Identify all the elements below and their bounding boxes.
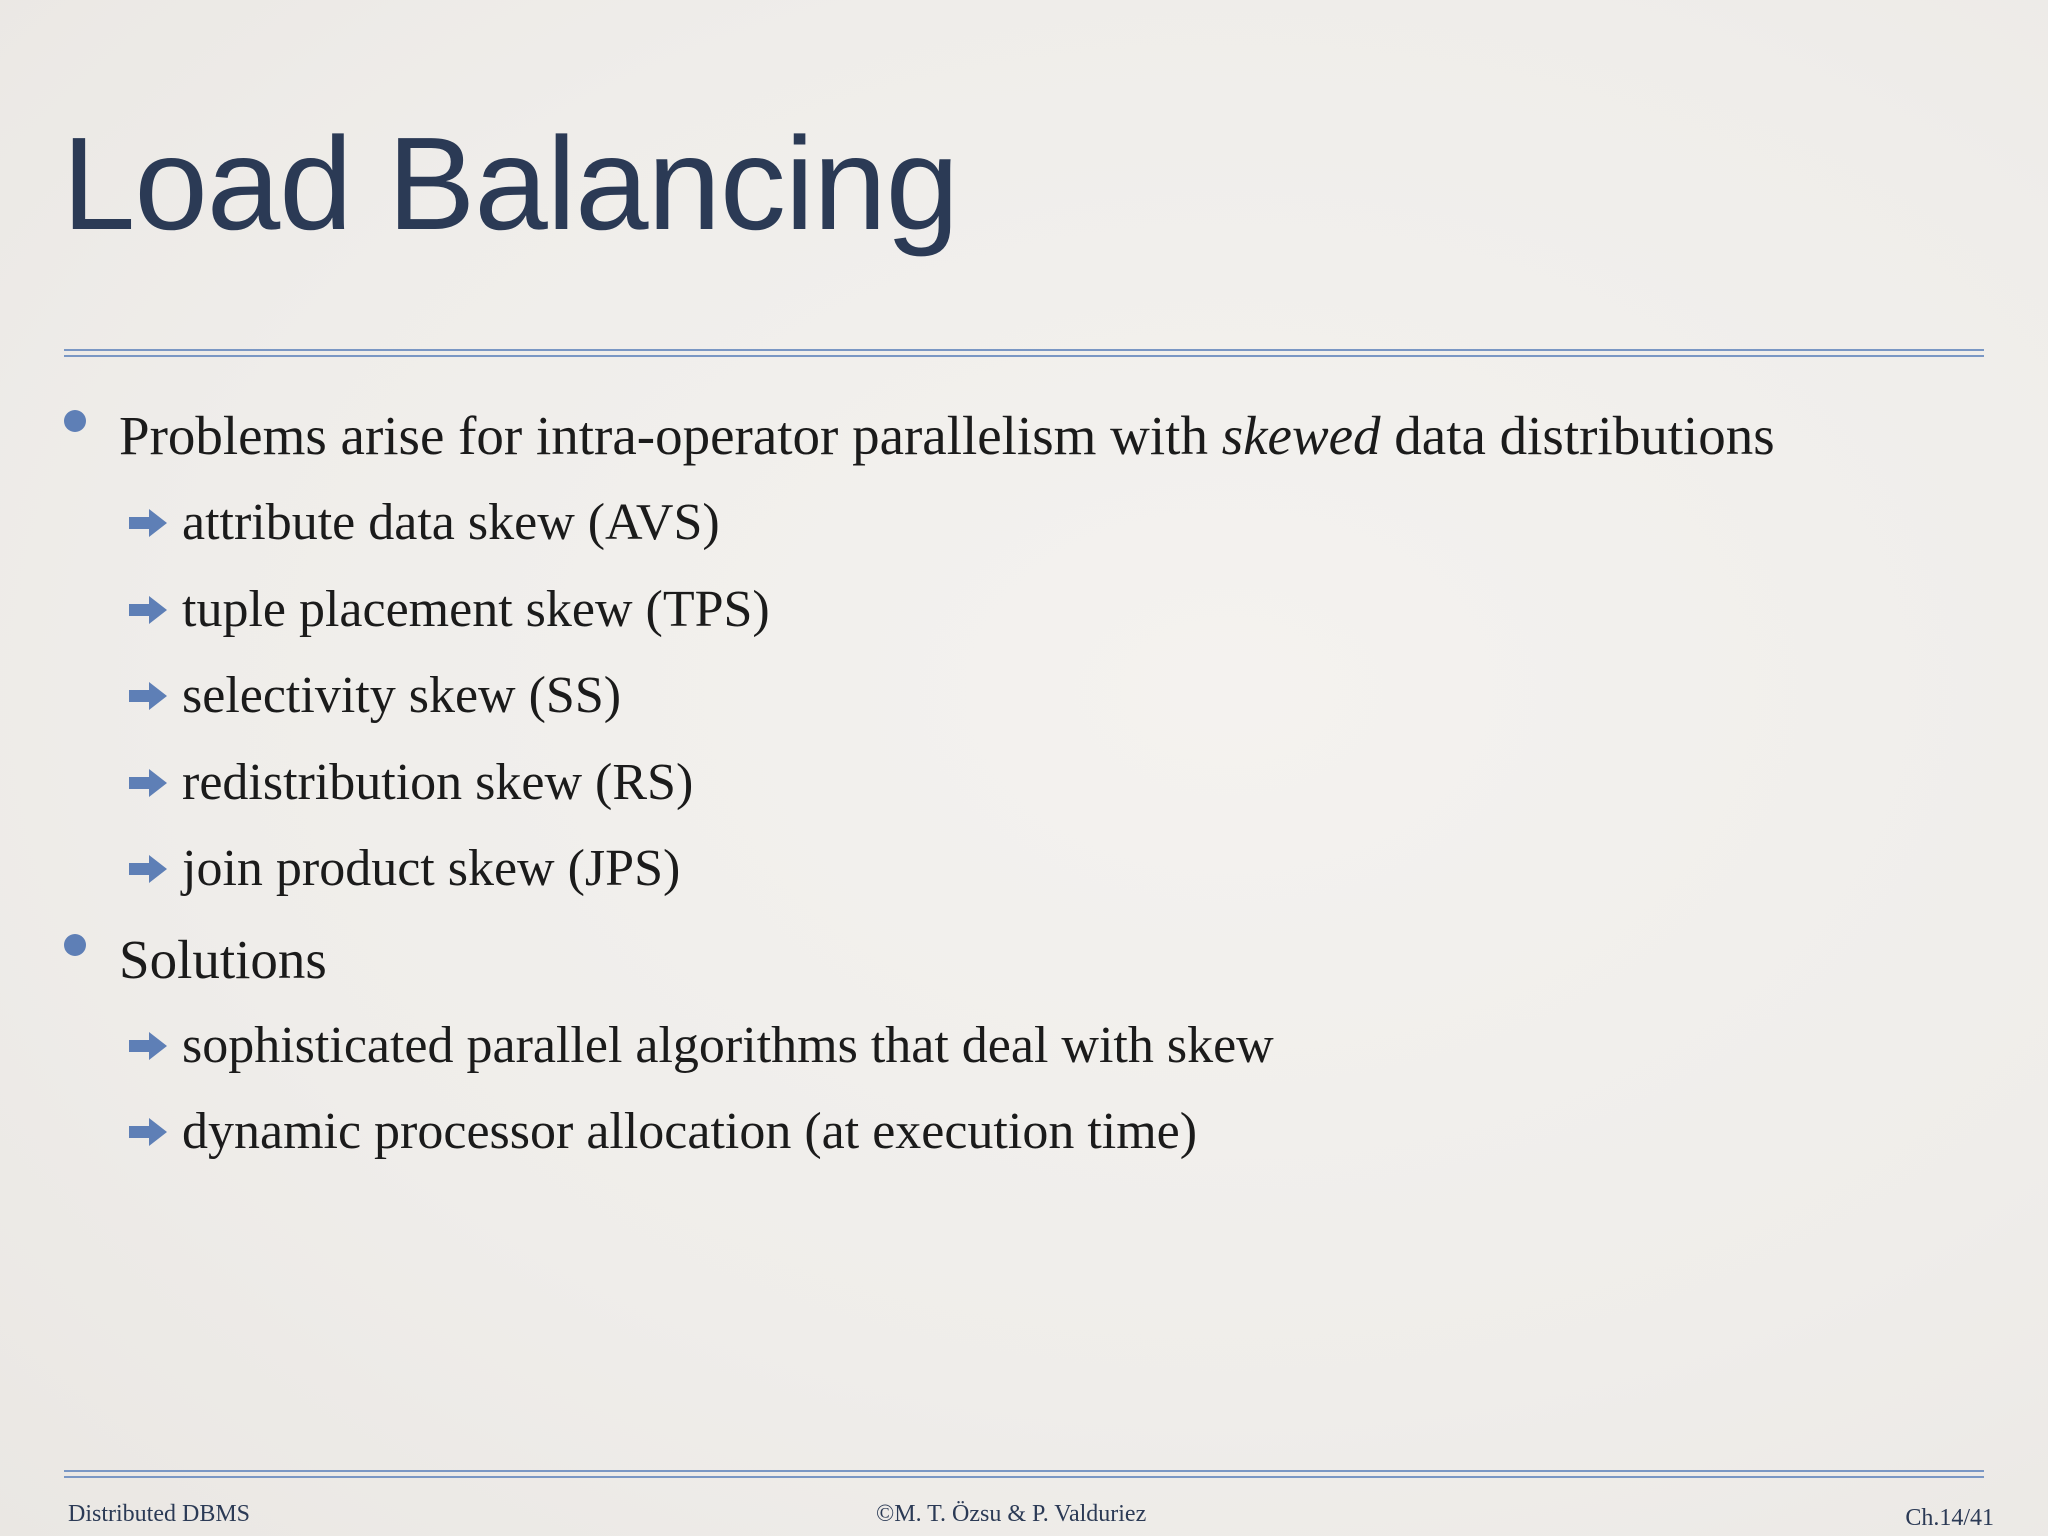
sub-bullet-text: tuple placement skew (TPS) <box>182 581 770 638</box>
right-arrow-icon <box>127 1112 169 1152</box>
right-arrow-icon <box>127 763 169 803</box>
bullet-text-part: Problems arise for intra-operator parallelism with <box>119 405 1222 466</box>
bullet-dot-icon <box>64 934 86 956</box>
bullet-text-emphasis: skewed <box>1221 405 1381 466</box>
footer-course: Distributed DBMS <box>68 1501 251 1527</box>
bullet-text <box>119 405 1775 466</box>
bullet-text-part: data distributions <box>1380 405 1775 466</box>
slide-title: Load Balancing <box>62 110 959 257</box>
right-arrow-icon <box>127 849 169 889</box>
sub-bullet-text: dynamic processor allocation (at execution time) <box>182 1103 1198 1160</box>
right-arrow-icon <box>127 1026 169 1066</box>
bullet-text: Solutions <box>119 929 327 990</box>
sub-bullet-text: sophisticated parallel algorithms that deal with skew <box>182 1017 1274 1074</box>
bullet-dot-icon <box>64 410 86 432</box>
right-arrow-icon <box>127 590 169 630</box>
footer-page-number: Ch.14/41 <box>1905 1505 1994 1531</box>
title-divider <box>64 349 1984 357</box>
sub-bullet-text: join product skew (JPS) <box>182 840 681 897</box>
sub-bullet-text: redistribution skew (RS) <box>182 754 694 811</box>
sub-bullet-text: selectivity skew (SS) <box>182 667 622 724</box>
footer-divider <box>64 1470 1984 1478</box>
right-arrow-icon <box>127 503 169 543</box>
footer-copyright: ©M. T. Özsu & P. Valduriez <box>876 1501 1147 1527</box>
right-arrow-icon <box>127 676 169 716</box>
sub-bullet-text: attribute data skew (AVS) <box>182 494 720 551</box>
